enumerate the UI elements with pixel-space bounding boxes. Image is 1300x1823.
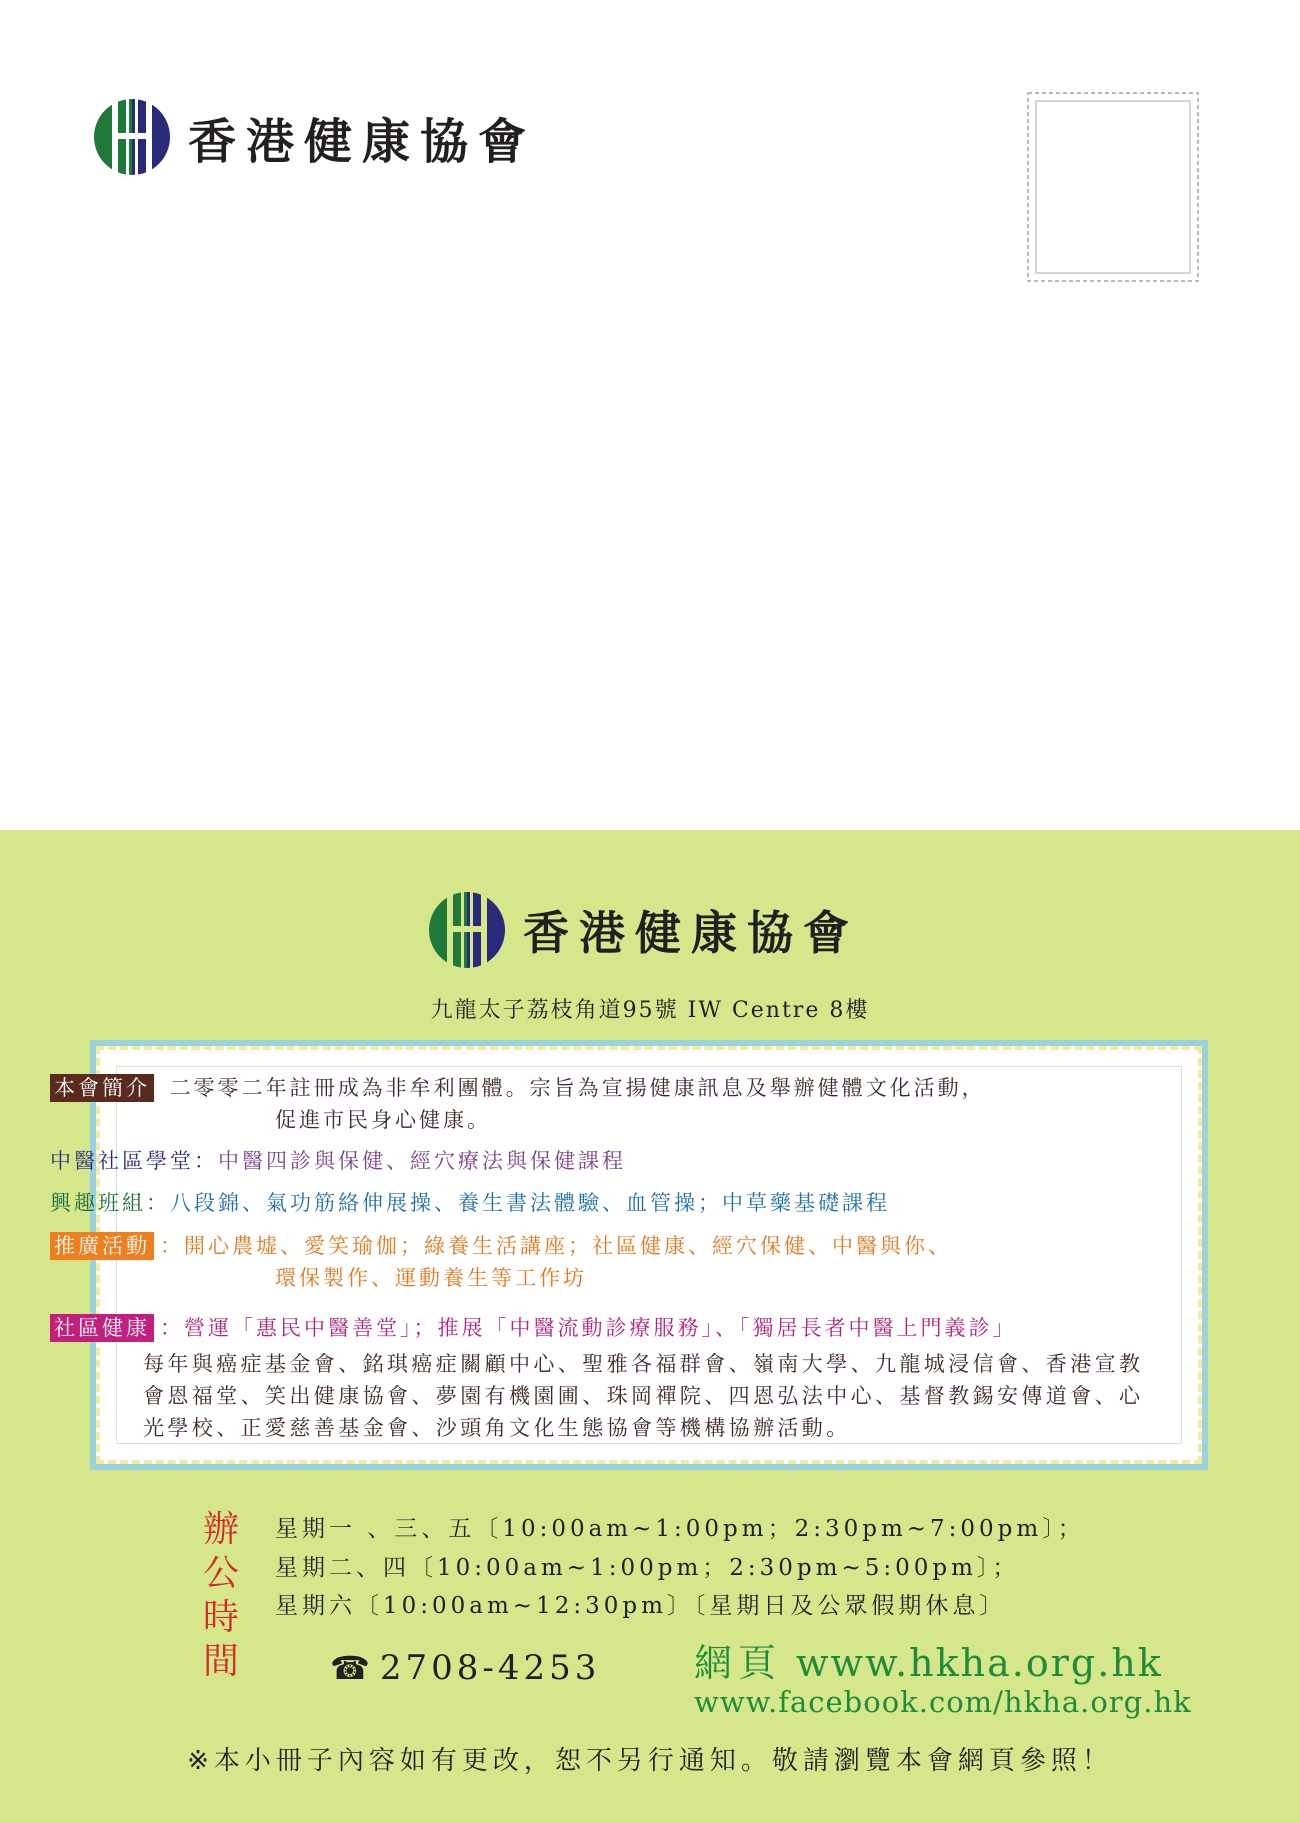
tcm-class-label: 中醫社區學堂： <box>50 1149 218 1173</box>
promo-tag: 推廣活動 <box>50 1232 154 1260</box>
interest-row <box>50 1187 890 1219</box>
org-logo-top <box>90 95 536 179</box>
stamp-frame <box>1022 87 1204 287</box>
website-link[interactable]: www.hkha.org.hk <box>796 1641 1163 1685</box>
intro-row <box>50 1072 986 1104</box>
address: 九龍太子荔枝角道95號 IW Centre 8樓 <box>430 998 870 1023</box>
phone-icon: ☎ <box>330 1649 374 1687</box>
disclaimer-note: ※本小冊子內容如有更改，恕不另行通知。敬請瀏覽本會網頁參照！ <box>187 1746 1113 1776</box>
hkha-logo-icon <box>90 95 174 179</box>
hours-line: 星期一 、三、五〔10:00am~1:00pm；2:30pm~7:00pm〕； <box>275 1516 1085 1542</box>
tcm-class-text: 中醫四診與保健、經穴療法與保健課程 <box>218 1149 626 1173</box>
community-row: 社區健康 ：營運「惠民中醫善堂」；推展「中醫流動診療服務」、「獨居長者中醫上門義診」 <box>50 1312 1017 1344</box>
tcm-class-row <box>50 1145 626 1177</box>
hkha-logo-icon <box>425 888 509 972</box>
interest-text: 八段錦、氣功筋絡伸展操、養生書法體驗、血管操；中草藥基礎課程 <box>170 1191 890 1215</box>
phone-number: ☎ 2708-4253 <box>330 1648 601 1688</box>
community-text: 營運「惠民中醫善堂」；推展「中醫流動診療服務」、「獨居長者中醫上門義診」 <box>184 1316 1017 1340</box>
org-logo-panel <box>425 888 859 972</box>
interest-label: 興趣班組： <box>50 1191 170 1215</box>
intro-text: 二零零二年註冊成為非牟利團體。宗旨為宣揚健康訊息及舉辦健體文化活動， <box>169 1076 986 1100</box>
promo-text: 開心農墟、愛笑瑜伽；綠養生活講座；社區健康、經穴保健、中醫與你、 <box>184 1234 952 1258</box>
org-name: 香港健康協會 <box>188 113 537 170</box>
intro-text-cont: 促進市民身心健康。 <box>275 1108 491 1132</box>
facebook-link[interactable]: www.facebook.com/hkha.org.hk <box>694 1685 1192 1719</box>
hours-line: 星期二、四〔10:00am~1:00pm；2:30pm~5:00pm〕； <box>275 1555 1020 1581</box>
website-label: 網頁 <box>694 1641 783 1685</box>
community-tag: 社區健康 <box>50 1314 154 1342</box>
intro-tag: 本會簡介 <box>50 1074 154 1102</box>
website <box>694 1632 1163 1687</box>
org-name: 香港健康協會 <box>523 906 859 960</box>
promo-row: 推廣活動 ：開心農墟、愛笑瑜伽；綠養生活講座；社區健康、經穴保健、中醫與你、 <box>50 1230 952 1262</box>
partners-paragraph: 每年與癌症基金會、銘琪癌症關顧中心、聖雅各福群會、嶺南大學、九龍城浸信會、香港宣教會恩福堂、笑出健康協會、夢園有機園圃、珠岡禪院、四恩弘法中心、基督教錫安傳道會、心光學校、正愛慈善基金會、沙頭角文化生態協會等機構協辦活動。 <box>143 1352 1144 1440</box>
office-hours-title: 辦 公 時 間 <box>202 1509 239 1682</box>
promo-text-cont: 環保製作、運動養生等工作坊 <box>275 1266 587 1290</box>
hours-line: 星期六〔10:00am~12:30pm〕〔星期日及公眾假期休息〕 <box>275 1593 1007 1619</box>
